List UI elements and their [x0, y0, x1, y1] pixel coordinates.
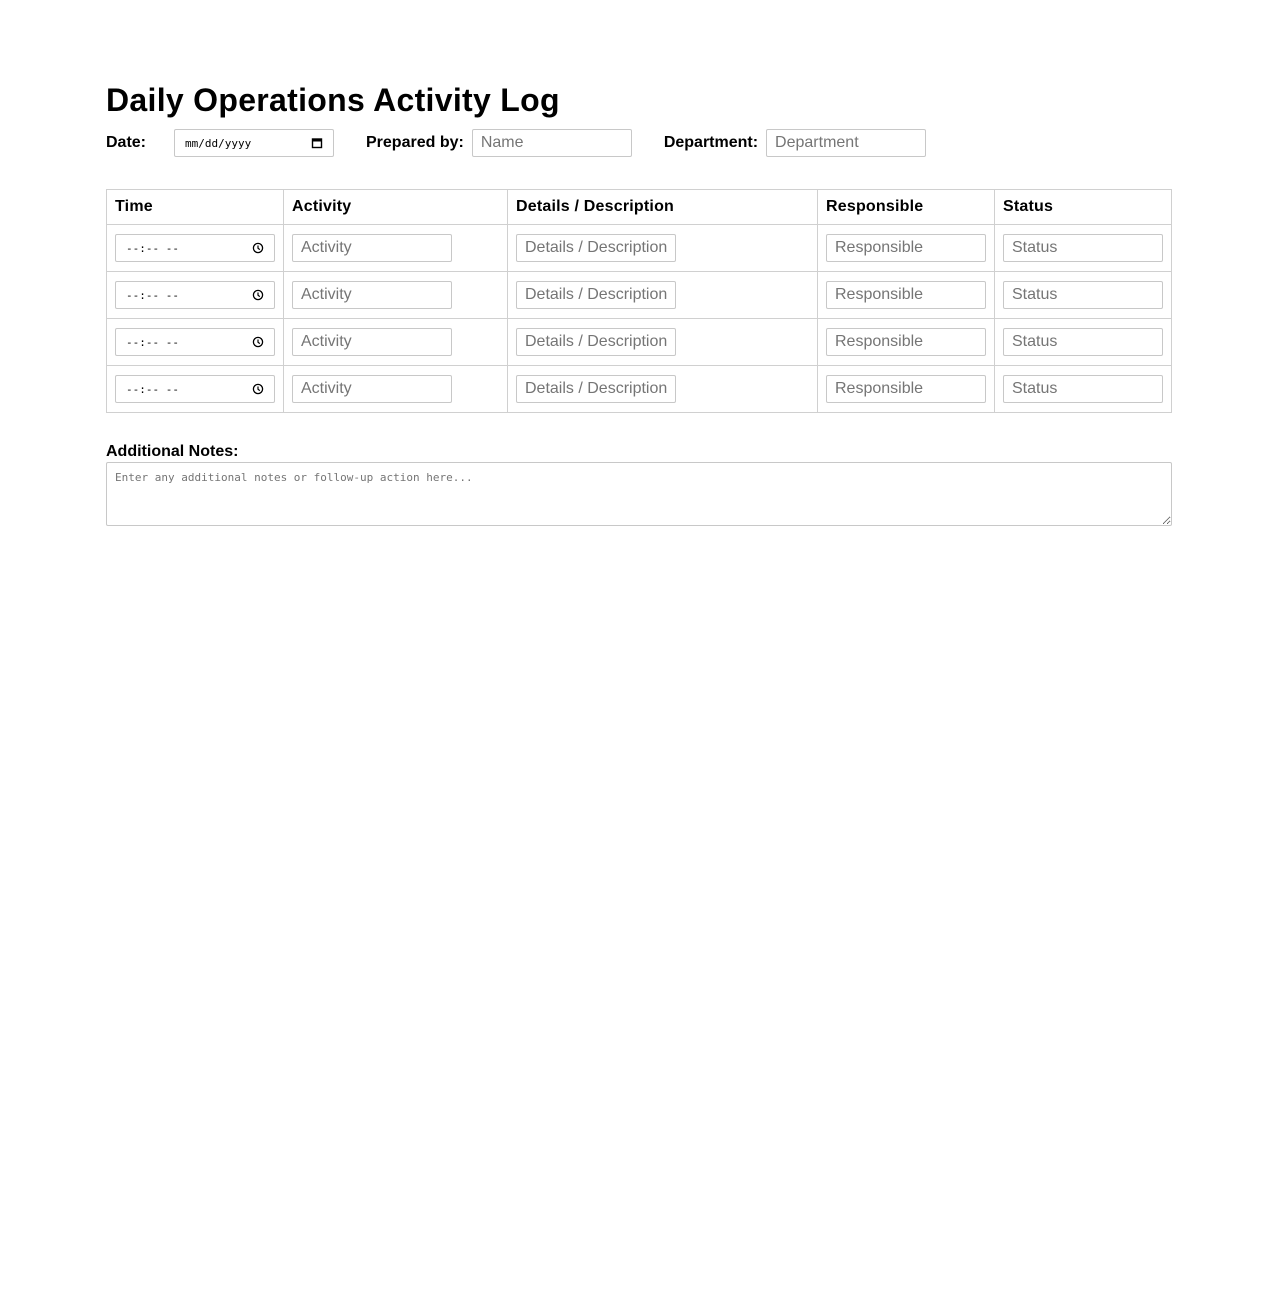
responsible-input[interactable]: [826, 375, 986, 403]
status-input[interactable]: [1003, 375, 1163, 403]
clock-icon[interactable]: [252, 336, 264, 348]
details-input[interactable]: [516, 281, 676, 309]
cell-time: [107, 225, 284, 272]
calendar-icon[interactable]: [311, 137, 323, 149]
details-input[interactable]: [516, 328, 676, 356]
cell-time: [107, 366, 284, 413]
cell-responsible: [818, 319, 995, 366]
time-input[interactable]: [115, 328, 275, 356]
responsible-input[interactable]: [826, 281, 986, 309]
notes-textarea[interactable]: [106, 462, 1172, 526]
cell-status: [995, 272, 1172, 319]
cell-time: [107, 319, 284, 366]
clock-icon[interactable]: [252, 242, 264, 254]
notes-label: Additional Notes:: [106, 443, 239, 460]
activity-input[interactable]: [292, 328, 452, 356]
header-fields: [106, 129, 926, 157]
prepared-by-label: Prepared by:: [366, 134, 464, 151]
table-row: [107, 319, 1172, 366]
cell-status: [995, 225, 1172, 272]
column-header-activity: Activity: [284, 190, 508, 225]
time-placeholder: --:-- --: [126, 288, 179, 302]
table-row: [107, 225, 1172, 272]
clock-icon[interactable]: [252, 289, 264, 301]
column-header-details: Details / Description: [508, 190, 818, 225]
cell-activity: [284, 319, 508, 366]
activity-input[interactable]: [292, 375, 452, 403]
time-placeholder: --:-- --: [126, 335, 179, 349]
activity-input[interactable]: [292, 234, 452, 262]
table-header-row: [107, 190, 1172, 225]
status-input[interactable]: [1003, 281, 1163, 309]
department-label: Department:: [663, 134, 759, 151]
status-input[interactable]: [1003, 328, 1163, 356]
responsible-input[interactable]: [826, 328, 986, 356]
time-placeholder: --:-- --: [126, 241, 179, 255]
details-input[interactable]: [516, 375, 676, 403]
responsible-input[interactable]: [826, 234, 986, 262]
time-input[interactable]: [115, 281, 275, 309]
details-input[interactable]: [516, 234, 676, 262]
cell-time: [107, 272, 284, 319]
prepared-by-input[interactable]: [472, 129, 632, 157]
clock-icon[interactable]: [252, 383, 264, 395]
cell-responsible: [818, 225, 995, 272]
table-row: [107, 366, 1172, 413]
time-placeholder: --:-- --: [126, 382, 179, 396]
status-input[interactable]: [1003, 234, 1163, 262]
date-label: Date:: [106, 134, 147, 151]
table-row: [107, 272, 1172, 319]
cell-status: [995, 319, 1172, 366]
date-placeholder: mm/dd/yyyy: [185, 136, 252, 150]
department-input[interactable]: [766, 129, 926, 157]
time-input[interactable]: [115, 375, 275, 403]
page-title: Daily Operations Activity Log: [106, 82, 560, 118]
activity-input[interactable]: [292, 281, 452, 309]
cell-details: [508, 319, 818, 366]
cell-responsible: [818, 366, 995, 413]
cell-activity: [284, 366, 508, 413]
activity-table: [106, 189, 1172, 413]
cell-details: [508, 225, 818, 272]
cell-activity: [284, 272, 508, 319]
cell-activity: [284, 225, 508, 272]
date-input[interactable]: [174, 129, 334, 157]
cell-details: [508, 272, 818, 319]
time-input[interactable]: [115, 234, 275, 262]
column-header-status: Status: [995, 190, 1172, 225]
cell-responsible: [818, 272, 995, 319]
cell-status: [995, 366, 1172, 413]
column-header-responsible: Responsible: [818, 190, 995, 225]
cell-details: [508, 366, 818, 413]
column-header-time: Time: [107, 190, 284, 225]
